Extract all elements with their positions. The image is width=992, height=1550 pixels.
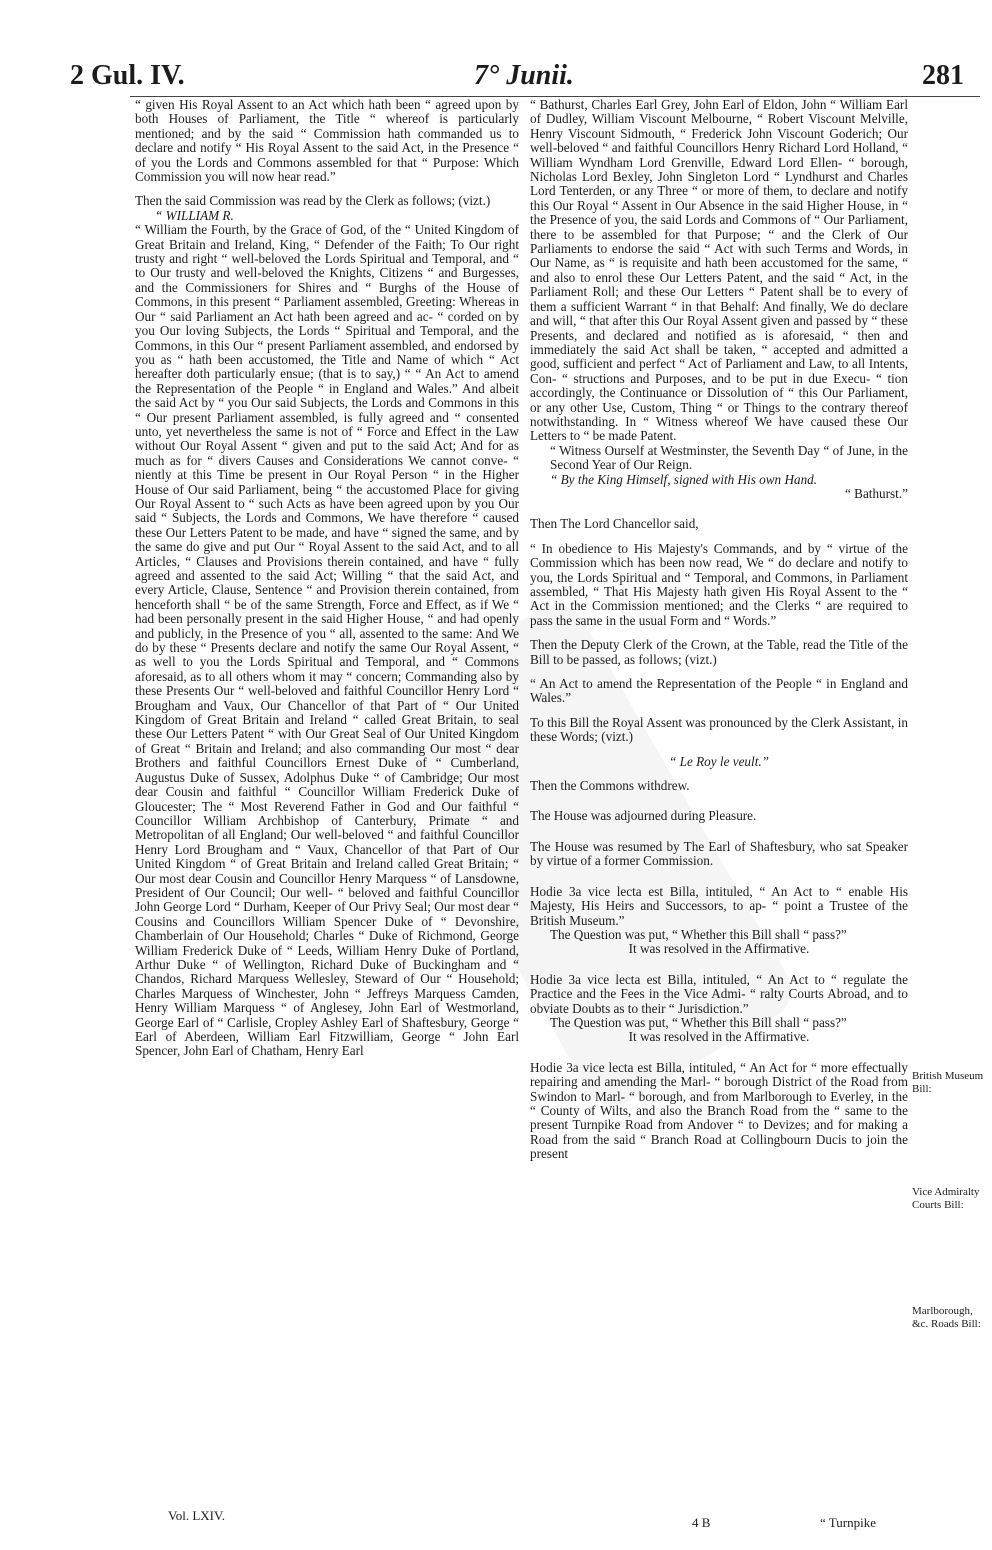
running-head-date: 7° Junii. [474, 60, 574, 91]
paragraph: The House was resumed by The Earl of Shaftesbury, who sat Speaker by virtue of a former Commission. [530, 838, 908, 869]
paragraph: “ Bathurst, Charles Earl Grey, John Earl of Eldon, John “ William Earl of Dudley, William Viscount Melbourne, “ Robert Viscount Melville, Henry Viscount Sidmouth, “ Frederick John Viscount Goderich; Our well-beloved “ and faithful Councillors Henry Richard Lord Holland, “ William Wyndham Lord Grenville, Edward Lord Ellen- “ borough, Nicholas Lord Bexley, John Singleton Lord “ Lyndhurst and Charles Lord Tenterden, or any Three “ or more of them, to declare and notify this Our Royal “ Assent in Our Absence in the said Higher House, in “ the Presence of you, the said Lords and Commons of “ Our Parliament, there to be assembled for that Purpose; “ and the Clerk of Our Parliaments to endorse the said “ Act with such Terms and Words, in Our Name, as “ is requisite and hath been accustomed for the same, “ and also to enrol these Our Letters Patent, and the said “ Act, in the Parliament Roll; and these Our Letters “ Patent shall be to every of them a sufficient Warrant “ in that Behalf: And finally, We do declare and will, “ that after this Our Royal Assent given and passed by “ these Presents, and declared and notified as is aforesaid, “ then and immediately the said Act shall be taken, “ accepted and admitted a good, sufficient and perfect “ Act of Parliament and Law, to all Intents, Con- “ structions and Purposes, and to be put in due Execu- “ tion accordingly, the Continuance or Dissolution of “ this Our Parliament, or any other Use, Custom, Thing “ or Things to the contrary thereof notwithstanding. In “ Witness whereof We have caused these Our Letters to “ be made Patent. [530, 97, 908, 444]
paragraph: It was resolved in the Affirmative. [628, 941, 810, 957]
paragraph: “ Le Roy le veult.” [669, 753, 769, 769]
left-column [135, 98, 519, 1059]
paragraph: “ Witness Ourself at Westminster, the Seventh Day “ of June, in the Second Year of Our Reign. [550, 442, 908, 473]
running-head-regnal-year: 2 Gul. IV. [70, 60, 185, 91]
paragraph: “ In obedience to His Majesty's Commands, and by “ virtue of the Commission which has been now read, We “ do declare and notify to you, the Lords Spiritual and “ Temporal, and Commons, in Parliament assembled, “ That His Majesty hath given His Royal Assent to the “ Act in the Commission mentioned; and the Clerks “ are required to pass the same in the usual Form and “ Words.” [530, 540, 908, 628]
paragraph: The House was adjourned during Pleasure. [530, 808, 757, 824]
signature: “ Bathurst.” [845, 485, 908, 501]
paragraph: It was resolved in the Affirmative. [628, 1029, 810, 1045]
right-column [530, 98, 908, 1162]
paragraph: The Question was put, “ Whether this Bill shall “ pass?” [550, 926, 847, 942]
paragraph: Then the said Commission was read by the Clerk as follows; (vizt.) [135, 193, 491, 209]
catchword: “ Turnpike [820, 1515, 876, 1530]
paragraph: The Question was put, “ Whether this Bill shall “ pass?” [550, 1014, 847, 1030]
paragraph: Hodie 3a vice lecta est Billa, intituled, “ An Act for “ more effectually repairing and amending the Marl- “ borough District of the Road from Swindon to Marl- “ borough, and from Marlborough to Everley, in the “ County of Wilts, and also the Branch Road from the “ same to the present Turnpike Road from Andover “ to Devizes; and for making a Road from the said “ Branch Road at Collingbourn Ducis to join the present [530, 1059, 908, 1162]
paragraph: “ William the Fourth, by the Grace of God, of the “ United Kingdom of Great Britain and Ireland, King, “ Defender of the Faith; To Our right trusty and right “ well-beloved the Lords Spiritual and Temporal, and “ to Our trusty and well-beloved the Knights, Citizens “ and Burgesses, and the Commissioners for Shires and “ Burghs of the House of Commons, in this present “ Parliament assembled, Greeting: Whereas in Our “ said Parliament an Act hath been agreed and ac- “ corded on by you Our loving Subjects, the Lords “ Spiritual and Temporal, and the Commons, in this Our “ present Parliament assembled, and endorsed by you as “ hath been accustomed, the Title and Name of which “ Act hereafter doth particularly ensue; (that is to say,) “ “ An Act to amend the Representation of the People “ in England and Wales.” And albeit the said Act by “ you Our said Subjects, the Lords and Commons in this “ Our present Parliament assembled, is fully agreed and “ consented unto, yet nevertheless the same is not of “ Force and Effect in the Law without Our Royal Assent “ given and put to the said Act; And for as much as for “ divers Causes and Considerations We cannot conve- “ niently at this Time be present in Our Royal Person “ in the Higher House of Our said Parliament, being “ the accustomed Place for giving Our Royal Assent to “ such Acts as have been agreed upon by you Our said “ Subjects, the Lords and Commons, We have therefore “ caused these Our Letters Patent to be made, and have “ signed the same, and by the same do give and put Our “ Royal Assent to the said Act, and to all Articles, “ Clauses and Provisions therein contained, and have “ fully agreed and assented to the said Act; Willing “ that the said Act, and every Article, Clause, Sentence “ and Provision therein contained, from henceforth shall “ be of the same Strength, Force and Effect, as if We “ had been personally present in the said Higher House, “ and had openly and publicly, in the Presence of you “ all, assented to the same: And We do by these “ Presents declare and notify the same Our Royal Assent, “ as well to you the Lords Spiritual and Temporal, and “ Commons aforesaid, as to all others whom it may “ concern; Commanding also by these Presents Our “ well-beloved and faithful Councillor Henry Lord “ Brougham and Vaux, Our Chancellor of that Part of “ Our United Kingdom of Great Britain and Ireland “ called Great Britain, to seal these Our Letters Patent “ with Our Great Seal of Our United Kingdom of Great “ Britain and Ireland; and also commanding Our most “ dear Brothers and faithful Councillors Ernest Duke of “ Cumberland, Augustus Duke of Sussex, Adolphus Duke “ of Cambridge; Our most dear Cousin and faithful “ Councillor William Frederick Duke of Gloucester; The “ Most Reverend Father in God and Our faithful “ Councillor William Archbishop of Canterbury, Primate “ and Metropolitan of all England; Our well-beloved “ and faithful Councillor Henry Lord Brougham and “ Vaux, Chancellor of that Part of Our United Kingdom “ of Great Britain and Ireland called Great Britain; “ Our most dear Cousin and Councillor Henry Marquess “ of Lansdowne, President of Our Council; Our well- “ beloved and faithful Councillor John George Lord “ Durham, Keeper of Our Privy Seal; Our most dear “ Cousins and Councillors William Spencer Duke of “ Devonshire, Chamberlain of Our Household; Charles “ Duke of Richmond, George William Frederick Duke of “ Leeds, William Henry Duke of Portland, Arthur Duke “ of Wellington, Richard Duke of Buckingham and “ Chandos, Richard Marquess Wellesley, Steward of Our “ Household; Charles Marquess of Winchester, John “ Jeffreys Marquess Camden, Henry William Marquess “ of Anglesey, John Earl of Westmorland, George Earl of “ Carlisle, Cropley Ashley Earl of Shaftesbury, George “ Earl of Aberdeen, William Earl Fitzwilliam, George “ John Earl Spencer, John Earl of Chatham, Henry Earl [135, 222, 519, 1059]
margin-note-british-museum: British Museum Bill: [912, 1070, 984, 1095]
paragraph: Then the Commons withdrew. [530, 778, 690, 794]
paragraph: “ An Act to amend the Representation of the People “ in England and Wales.” [530, 676, 908, 706]
paragraph: “ given His Royal Assent to an Act which hath been “ agreed upon by both Houses of Parliament, the Title “ whereof is particularly mentioned; and by the said “ Commission hath commanded us to declare and notify “ His Royal Assent to the said Act, in the Presence “ of you the Lords and Commons assembled for that “ Purpose: Which Commission you will now hear read.” [135, 97, 519, 185]
margin-note-marlborough-roads: Marlborough, &c. Roads Bill: [912, 1305, 981, 1330]
royal-sign-manual: “ WILLIAM R. [155, 207, 234, 223]
page-number: 281 [922, 60, 964, 91]
paragraph: Hodie 3a vice lecta est Billa, intituled, “ An Act to “ enable His Majesty, His Heirs and Successors, to ap- “ point a Trustee of the British Museum.” [530, 883, 908, 928]
paragraph: “ By the King Himself, signed with His own Hand. [550, 471, 818, 487]
paragraph: Hodie 3a vice lecta est Billa, intituled, “ An Act to “ regulate the Practice and the Fees in the Vice Admi- “ ralty Courts Abroad, and to obviate Doubts as to their “ Jurisdiction.” [530, 971, 908, 1016]
margin-note-vice-admiralty: Vice Admiralty Courts Bill: [912, 1186, 980, 1211]
volume-number: Vol. LXIV. [168, 1508, 225, 1523]
printer-signature: 4 B [692, 1515, 711, 1530]
paragraph: Then The Lord Chancellor said, [530, 516, 699, 532]
paragraph: Then the Deputy Clerk of the Crown, at the Table, read the Title of the Bill to be passed, as follows; (vizt.) [530, 637, 908, 667]
paragraph: To this Bill the Royal Assent was pronounced by the Clerk Assistant, in these Words; (vizt.) [530, 714, 908, 745]
